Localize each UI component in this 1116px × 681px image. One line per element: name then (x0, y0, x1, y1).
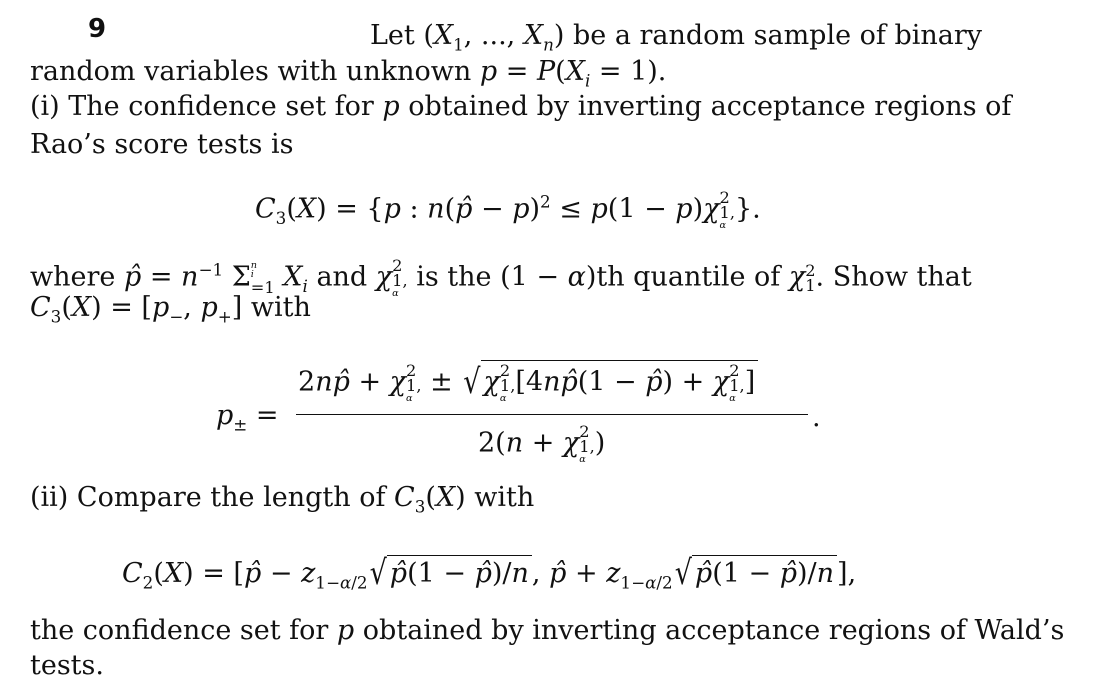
c2-interval-equation: $C_2(X)$ = [p̂ − $z_{1-\alpha/2}√$ p̂(1 − p̂)/n , p̂ + $z_{1-\alpha/2}√$ p̂(1 − p̂)/n ], (122, 554, 857, 593)
p-pm-numerator: 2np̂ + χ 2 1, α ± √ χ 2 1, α [4np̂(1 − p̂) + χ 2 1, α ] (298, 360, 758, 403)
closing-line-1: the confidence set for p obtained by inverting acceptance regions of Wald’s (30, 615, 1065, 646)
part-ii-line: (ii) Compare the length of $C_3(X)$ with (30, 482, 535, 517)
problem-number: 9 (88, 14, 107, 44)
part-i-line-1: (i) The confidence set for p obtained by inverting acceptance regions of (30, 91, 1012, 122)
c3-definition-equation: $C_3(X) = \{p$ : n(p̂ − p)$^2$ ≤ p(1 − p)χ 2 1, α }. (255, 188, 761, 231)
where-definition-line: where p̂ = $n^{-1}$ Σ n i =1 $X_i$ and χ 2 1, α is the (1 − α)th quantile of χ 2 1 . Show that (30, 256, 972, 299)
intro-line-2: random variables with unknown $p = P(X_i = 1)$. (30, 56, 667, 91)
intro-line-1: Let ($X_1$, ..., $X_n$) be a random sample of binary (370, 20, 983, 55)
p-pm-denominator: 2(n + χ 2 1, α ) (478, 422, 606, 465)
part-i-line-2: Rao’s score tests is (30, 129, 294, 160)
fraction-period: . (812, 402, 821, 433)
closing-line-2: tests. (30, 650, 104, 681)
c3-interval-line: $C_3(X) = [p_-$, $p_+$] with (30, 292, 311, 327)
fraction-bar (296, 414, 808, 415)
p-pm-lhs: $p_\pm$ = (216, 400, 279, 435)
